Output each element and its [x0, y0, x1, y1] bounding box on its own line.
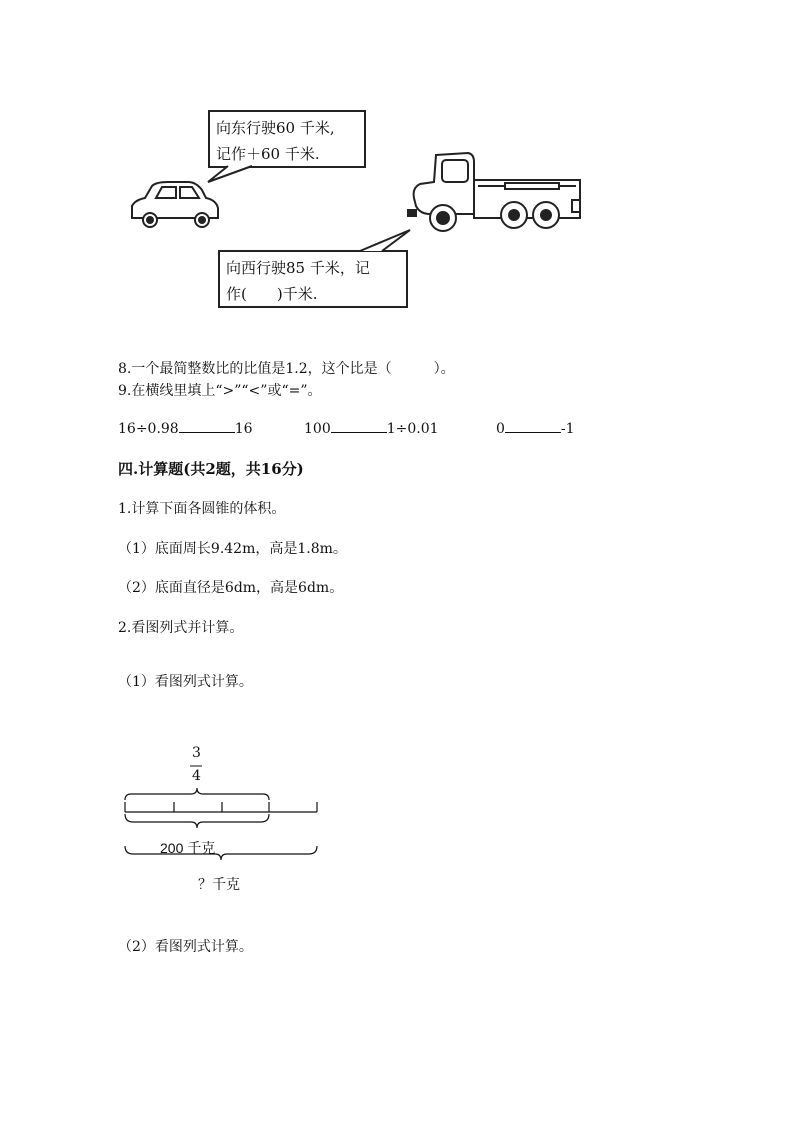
bubble-east-line2: 记作＋60 千米. — [216, 145, 320, 163]
calc-question-2-part-2: （2）看图列式计算。 — [118, 939, 253, 955]
bubble-west-line1: 向西行驶85 千米，记 — [226, 259, 370, 277]
part-label: 200 千克 — [160, 840, 216, 856]
compare-b-blank[interactable] — [331, 420, 387, 433]
compare-b-left: 100 — [304, 421, 331, 437]
fraction-numerator: 3 — [192, 745, 201, 761]
whole-brace — [125, 846, 317, 860]
segment-diagram — [0, 750, 794, 950]
calc-question-2: 2.看图列式并计算。 — [118, 620, 244, 636]
bubble-east-line1: 向东行驶60 千米, — [216, 119, 335, 137]
section-4-title: 四.计算题(共2题，共16分) — [118, 460, 304, 478]
calc-question-1-part-2: （2）底面直径是6dm，高是6dm。 — [118, 580, 344, 596]
question-9: 9.在横线里填上“>”“<”或“=”。 — [118, 383, 322, 399]
compare-item-c — [496, 420, 575, 437]
compare-b-right: 1÷0.01 — [386, 421, 439, 437]
compare-c-right: -1 — [560, 421, 575, 437]
calc-question-1: 1.计算下面各圆锥的体积。 — [118, 501, 286, 517]
calc-question-2-part-1: （1）看图列式计算。 — [118, 674, 253, 690]
compare-a-right: 16 — [234, 421, 253, 437]
whole-label: ？千克 — [198, 876, 240, 892]
bubble-west-line2: 作( )千米. — [226, 285, 318, 303]
figure-illustration — [0, 0, 794, 330]
compare-a-left: 16÷0.98 — [118, 421, 179, 437]
bubble-east-tail — [208, 166, 252, 182]
car-icon — [132, 182, 218, 227]
compare-a-blank[interactable] — [179, 420, 235, 433]
question-8: 8.一个最简整数比的比值是1.2，这个比是（ ）。 — [118, 361, 455, 377]
fraction-denominator: 4 — [192, 768, 201, 784]
bubble-west-tail — [360, 230, 410, 251]
calc-question-1-part-1: （1）底面周长9.42m，高是1.8m。 — [118, 541, 347, 557]
top-brace — [125, 788, 269, 800]
part-brace — [125, 814, 269, 828]
truck-icon — [408, 153, 580, 231]
compare-item-b — [304, 420, 439, 437]
compare-c-left: 0 — [496, 421, 505, 437]
compare-c-blank[interactable] — [505, 420, 561, 433]
compare-item-a — [118, 420, 253, 437]
